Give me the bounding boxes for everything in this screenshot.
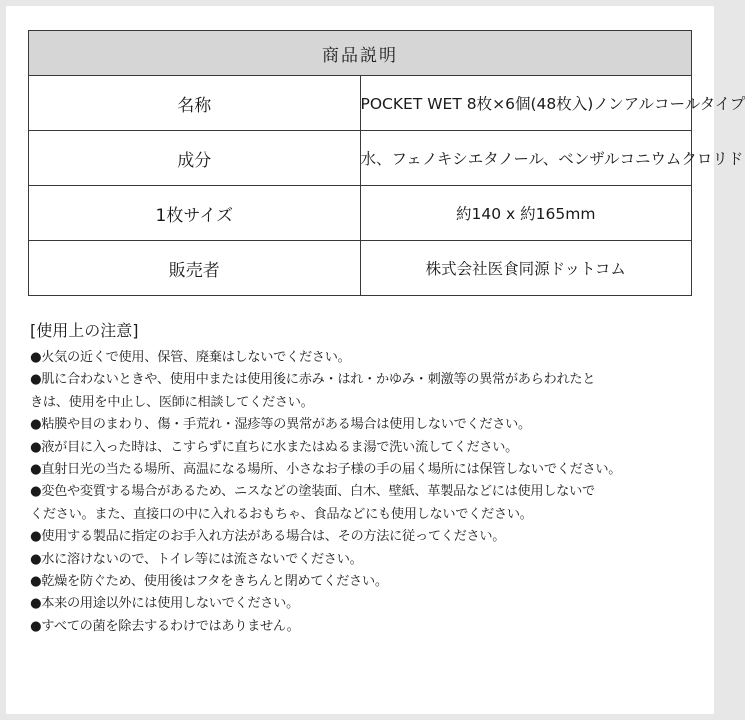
spec-row-seller (29, 241, 692, 296)
spec-value: POCKET WET 8枚×6個(48枚入)ノンアルコールタイプ (360, 76, 692, 131)
product-info-panel (6, 6, 745, 714)
spec-label: 成分 (29, 131, 361, 186)
precaution-line: ●肌に合わないときや、使用中または使用後に赤み・はれ・かゆみ・刺激等の異常があらわれたと (30, 372, 596, 388)
precaution-line: ください。また、直接口の中に入れるおもちゃ、食品などにも使用しないでください。 (30, 506, 533, 522)
precaution-line: ●すべての菌を除去するわけではありません。 (30, 618, 300, 634)
spec-row-ingredients (29, 131, 692, 186)
spec-row-size (29, 186, 692, 241)
spec-value: 約140 x 約165mm (360, 186, 692, 241)
precaution-line: ●乾燥を防ぐため、使用後はフタをきちんと閉めてください。 (30, 574, 388, 590)
precaution-line: きは、使用を中止し、医師に相談してください。 (30, 394, 314, 410)
precaution-line: ●変色や変質する場合があるため、ニスなどの塗装面、白木、壁紙、革製品などには使用しないで (30, 484, 595, 500)
precaution-line: ●粘膜や目のまわり、傷・手荒れ・湿疹等の異常がある場合は使用しないでください。 (30, 417, 531, 433)
precautions-title: [使用上の注意] (30, 321, 139, 340)
precaution-line: ●水に溶けないので、トイレ等には流さないでください。 (30, 551, 363, 567)
precaution-line: ●液が目に入った時は、こすらずに直ちに水またはぬるま湯で洗い流してください。 (30, 439, 519, 455)
spec-value: 水、フェノキシエタノール、ベンザルコニウムクロリド (360, 131, 692, 186)
precautions-list (30, 347, 692, 638)
precaution-line: ●本来の用途以外には使用しないでください。 (30, 596, 299, 612)
precaution-line: ●直射日光の当たる場所、高温になる場所、小さなお子様の手の届く場所には保管しないでください。 (30, 462, 622, 478)
spec-row-name (29, 76, 692, 131)
precaution-line: ●使用する製品に指定のお手入れ方法がある場合は、その方法に従ってください。 (30, 529, 506, 545)
spec-table-header-row (29, 31, 692, 76)
spec-label: 販売者 (29, 241, 361, 296)
spec-table-title: 商品説明 (29, 31, 692, 76)
spec-value: 株式会社医食同源ドットコム (360, 241, 692, 296)
spec-label: 1枚サイズ (29, 186, 361, 241)
spec-table (28, 30, 745, 296)
spec-label: 名称 (29, 76, 361, 131)
precaution-line: ●火気の近くで使用、保管、廃棄はしないでください。 (30, 350, 351, 365)
precautions-section (30, 318, 692, 638)
